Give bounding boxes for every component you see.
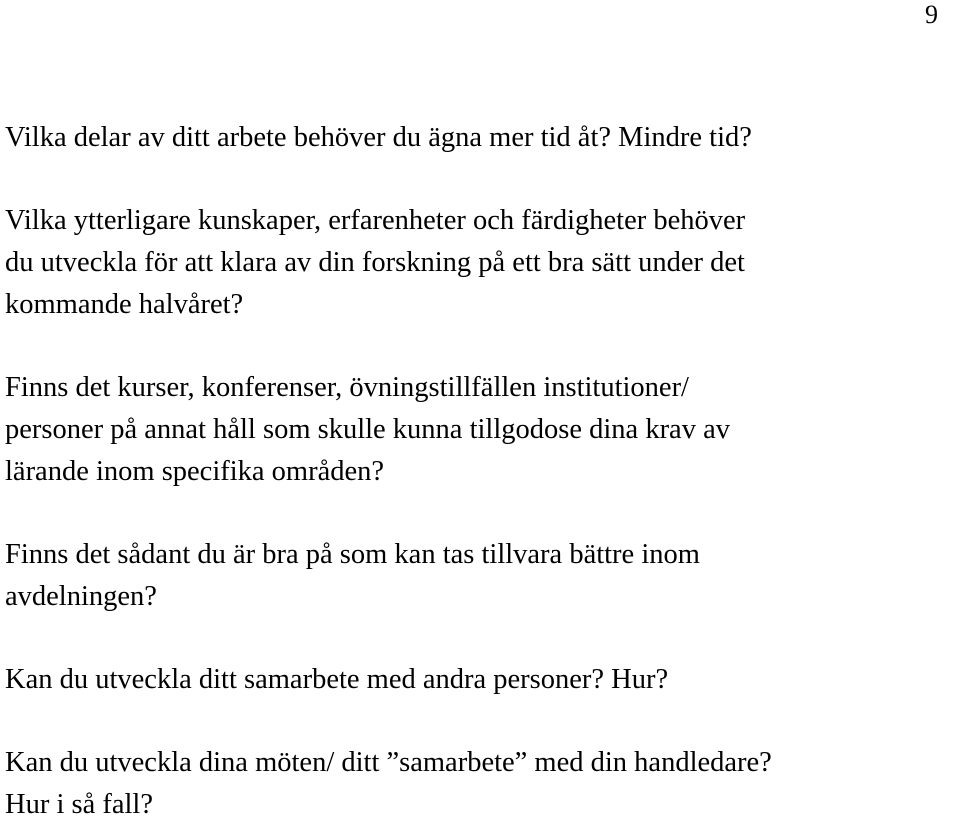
text-line: avdelningen? xyxy=(5,581,157,612)
text-line: du utveckla för att klara av din forskning på ett bra sätt under det xyxy=(5,247,745,278)
text-line: Finns det sådant du är bra på som kan tas tillvara bättre inom xyxy=(5,539,700,570)
question-paragraph xyxy=(5,742,960,826)
text-line: Vilka delar av ditt arbete behöver du ägna mer tid åt? Mindre tid? xyxy=(5,122,752,153)
text-line: Kan du utveckla ditt samarbete med andra personer? Hur? xyxy=(5,664,669,695)
question-paragraph xyxy=(5,117,960,159)
text-line: personer på annat håll som skulle kunna tillgodose dina krav av xyxy=(5,414,730,445)
document-body xyxy=(5,117,960,826)
question-paragraph xyxy=(5,200,960,326)
text-line: Hur i så fall? xyxy=(5,789,153,820)
text-line: Vilka ytterligare kunskaper, erfarenheter och färdigheter behöver xyxy=(5,205,746,236)
text-line: lärande inom specifika områden? xyxy=(5,456,385,487)
question-paragraph xyxy=(5,367,960,493)
question-paragraph xyxy=(5,659,960,701)
page-number: 9 xyxy=(925,0,938,29)
text-line: kommande halvåret? xyxy=(5,289,244,320)
question-paragraph xyxy=(5,534,960,618)
text-line: Kan du utveckla dina möten/ ditt ”samarbete” med din handledare? xyxy=(5,747,772,778)
text-line: Finns det kurser, konferenser, övningstillfällen institutioner/ xyxy=(5,372,689,403)
